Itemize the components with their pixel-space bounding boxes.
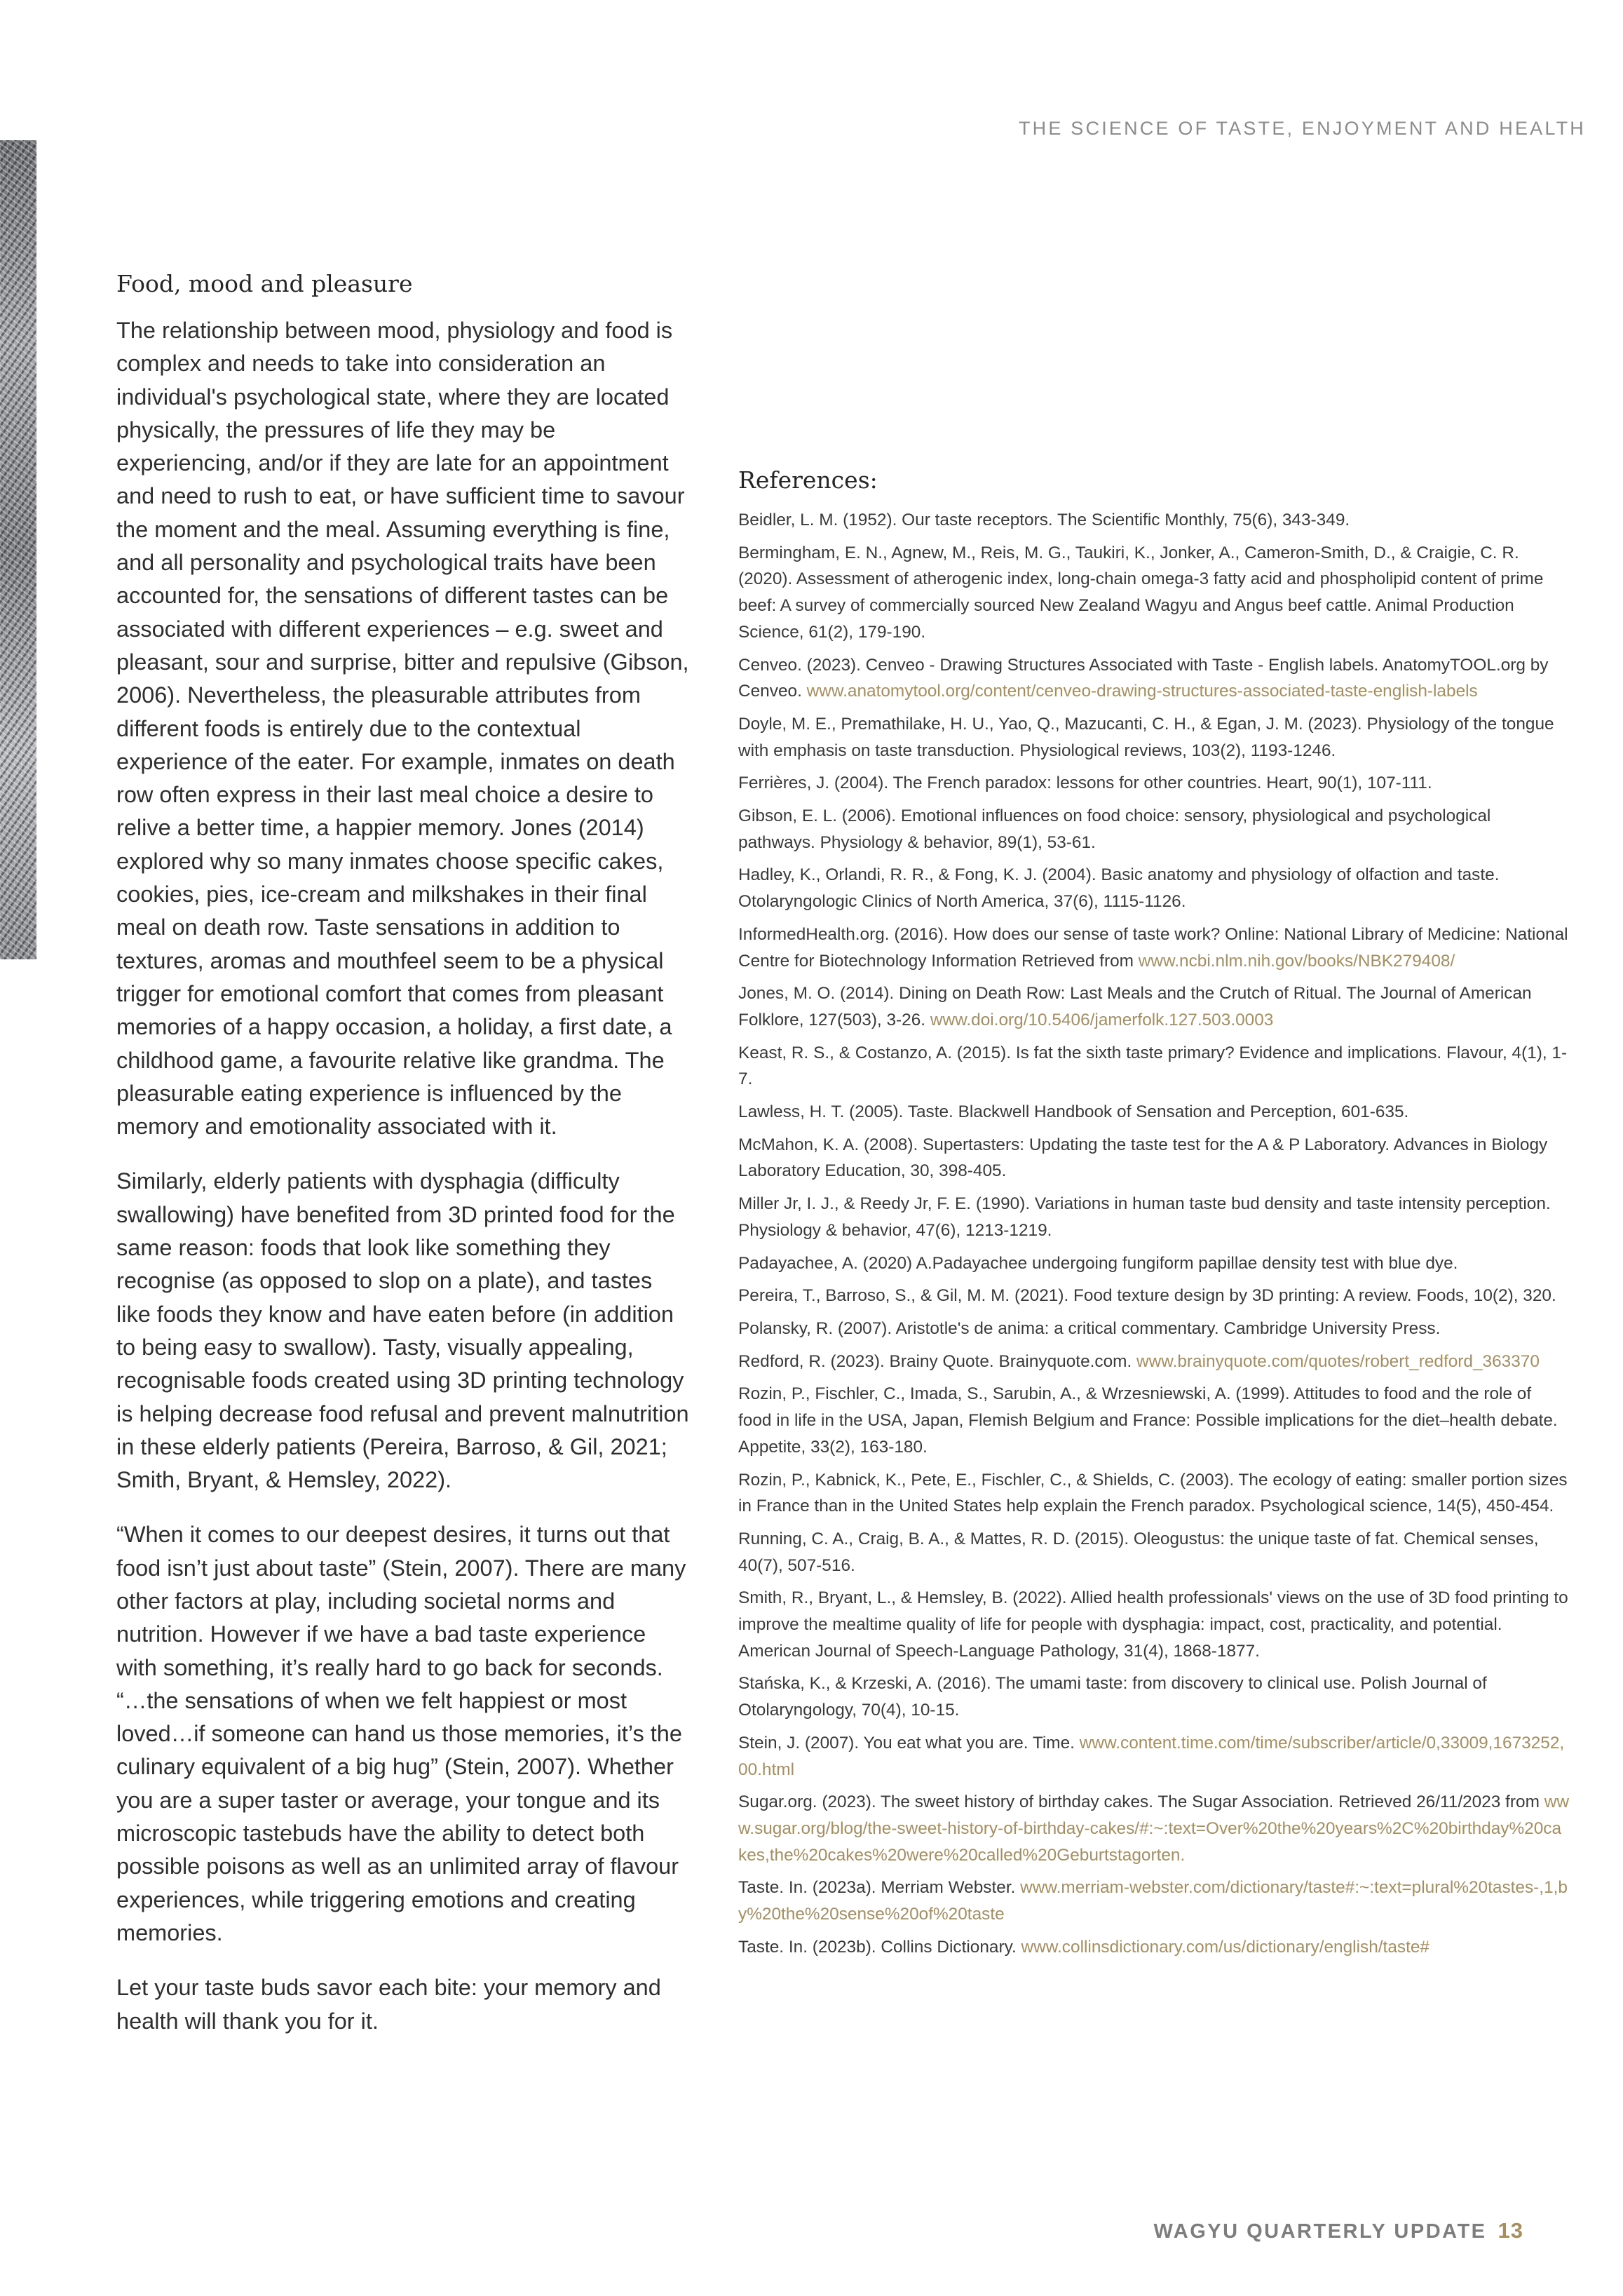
granite-texture-strip — [0, 140, 36, 959]
reference-text: McMahon, K. A. (2008). Supertasters: Updating the taste test for the A & P Laboratory. Advances in Biology Laboratory Education, 30, 398-405. — [738, 1135, 1548, 1181]
reference-item — [738, 1875, 1569, 1927]
reference-item — [738, 770, 1569, 797]
paragraph: The relationship between mood, physiology and food is complex and needs to take into consideration an individual's psychological state, where they are located physically, the pressures of life they may be experiencing, and/or if they are late for an appointment and need to rush to eat, or have sufficient time to savour the moment and the meal. Assuming everything is fine, and all personality and psychological traits have been accounted for, the sensations of different tastes can be associated with different experiences – e.g. sweet and pleasant, sour and surprise, bitter and repulsive (Gibson, 2006). Nevertheless, the pleasurable attributes from different foods is entirely due to the contextual experience of the eater. For example, inmates on death row often express in their last meal choice a desire to relive a better time, a happier memory. Jones (2014) explored why so many inmates choose specific cakes, cookies, pies, ice-cream and milkshakes in their final meal on death row. Taste sensations in addition to textures, aromas and mouthfeel seem to be a physical trigger for emotional comfort that comes from pleasant memories of a happy occasion, a holiday, a first date, a childhood game, a favourite relative like grandma. The pleasurable eating experience is influenced by the memory and emotionality associated with it. — [116, 318, 689, 1140]
reference-text: Hadley, K., Orlandi, R. R., & Fong, K. J. (2004). Basic anatomy and physiology of olfaction and taste. Otolaryngologic Clinics of North America, 37(6), 1115-1126. — [738, 865, 1500, 912]
reference-text: Cenveo. (2023). Cenveo - Drawing Structures Associated with Taste - English labels. AnatomyTOOL.org by Cenveo. — [738, 655, 1549, 701]
reference-item — [738, 1730, 1569, 1783]
reference-text: Stańska, K., & Krzeski, A. (2016). The umami taste: from discovery to clinical use. Polish Journal of Otolaryngology, 70(4), 10-15. — [738, 1674, 1487, 1720]
reference-item — [738, 1316, 1569, 1342]
reference-item — [738, 1670, 1569, 1723]
reference-item — [738, 1381, 1569, 1460]
page-number: 13 — [1498, 2218, 1523, 2243]
reference-item — [738, 652, 1569, 705]
references-title: References: — [738, 466, 878, 494]
reference-link[interactable]: www.sugar.org/blog/the-sweet-history-of-birthday-cakes/#:~:text=Over%20the%20years%2C%20birthday%20cakes,the%20cakes%20were%20called%20Geburtstagorten. — [738, 1792, 1569, 1865]
reference-item — [738, 1250, 1569, 1277]
reference-link[interactable]: www.anatomytool.org/content/cenveo-drawing-structures-associated-taste-english-labels — [806, 682, 1478, 701]
reference-link[interactable]: www.doi.org/10.5406/jamerfolk.127.503.0003 — [930, 1010, 1274, 1029]
reference-text: Doyle, M. E., Premathilake, H. U., Yao, Q., Mazucanti, C. H., & Egan, J. M. (2023). Physiology of the tongue with emphasis on taste transduction. Physiological reviews, 103(2), 1193-1246. — [738, 714, 1554, 760]
reference-text: InformedHealth.org. (2016). How does our sense of taste work? Online: National Library of Medicine: National Centre for Biotechnology Information Retrieved from — [738, 924, 1568, 971]
reference-item — [738, 980, 1569, 1033]
reference-link[interactable]: www.content.time.com/time/subscriber/article/0,33009,1673252,00.html — [738, 1733, 1565, 1779]
reference-text: Beidler, L. M. (1952). Our taste receptors. The Scientific Monthly, 75(6), 343-349. — [738, 511, 1350, 529]
reference-text: Bermingham, E. N., Agnew, M., Reis, M. G., Taukiri, K., Jonker, A., Cameron-Smith, D., & Craigie, C. R. (2020). Assessment of atherogenic index, long-chain omega-3 fatty acid and phospholipid content of prime beef: A survey of commercially sourced New Zealand Wagyu and Angus beef cattle. Animal Production Science, 61(2), 179-190. — [738, 543, 1544, 642]
reference-item — [738, 1934, 1569, 1961]
references-column — [738, 466, 1569, 1966]
reference-text: Rozin, P., Fischler, C., Imada, S., Sarubin, A., & Wrzesniewski, A. (1999). Attitudes to food and the role of food in life in the USA, Japan, Flemish Belgium and France: Possible implications for the diet–health debate. Appetite, 33(2), 163-180. — [738, 1384, 1558, 1457]
reference-item — [738, 1283, 1569, 1309]
reference-item — [738, 540, 1569, 646]
paragraph: Similarly, elderly patients with dysphagia (difficulty swallowing) have benefited from 3D printed food for the same reason: foods that look like something they recognise (as opposed to slop on a plate), and tastes like foods they know and have eaten before (in addition to being easy to swallow). Tasty, visually appealing, recognisable foods created using 3D printing technology is helping decrease food refusal and prevent malnutrition in these elderly patients (Pereira, Barroso, & Gil, 2021; Smith, Bryant, & Hemsley, 2022). — [116, 1168, 689, 1493]
reference-item — [738, 921, 1569, 974]
page-footer — [1154, 2218, 1524, 2243]
reference-item — [738, 711, 1569, 764]
reference-link[interactable]: www.brainyquote.com/quotes/robert_redford_363370 — [1136, 1351, 1540, 1371]
reference-text: Running, C. A., Craig, B. A., & Mattes, R. D. (2015). Oleogustus: the unique taste of fat. Chemical senses, 40(7), 507-516. — [738, 1529, 1539, 1575]
reference-text: Rozin, P., Kabnick, K., Pete, E., Fischler, C., & Shields, C. (2003). The ecology of eating: smaller portion sizes in France than in the United States help explain the French paradox. Psychological science, 14(5), 450-454. — [738, 1470, 1568, 1516]
reference-text: Gibson, E. L. (2006). Emotional influences on food choice: sensory, physiological and psychological pathways. Physiology & behavior, 89(1), 53-61. — [738, 806, 1491, 852]
reference-item — [738, 1040, 1569, 1093]
reference-text: Miller Jr, I. J., & Reedy Jr, F. E. (1990). Variations in human taste bud density and taste intensity perception. Physiology & behavior, 47(6), 1213-1219. — [738, 1194, 1551, 1240]
paragraph: “When it comes to our deepest desires, it turns out that food isn’t just about taste” (Stein, 2007). There are many other factors at play, including societal norms and nutrition. However if we have a bad taste experience with something, it’s really hard to go back for seconds. “…the sensations of when we felt happiest or most loved…if someone can hand us those memories, it’s the culinary equivalent of a big hug” (Stein, 2007). Whether you are a super taster or average, your tongue and its microscopic tastebuds have the ability to detect both possible poisons as well as an unlimited array of flavour experiences, while triggering emotions and creating memories. — [116, 1522, 686, 1945]
article-column — [116, 270, 691, 2060]
reference-item — [738, 1191, 1569, 1243]
running-header: THE SCIENCE OF TASTE, ENJOYMENT AND HEALTH — [1018, 118, 1586, 139]
reference-item — [738, 507, 1569, 534]
publication-name: WAGYU QUARTERLY UPDATE — [1153, 2220, 1487, 2243]
reference-item — [738, 1526, 1569, 1579]
reference-link[interactable]: www.collinsdictionary.com/us/dictionary/english/taste# — [1021, 1937, 1430, 1957]
reference-text: Lawless, H. T. (2005). Taste. Blackwell Handbook of Sensation and Perception, 601-635. — [738, 1102, 1409, 1122]
reference-item — [738, 1132, 1569, 1184]
reference-item — [738, 803, 1569, 856]
reference-text: Keast, R. S., & Costanzo, A. (2015). Is fat the sixth taste primary? Evidence and implications. Flavour, 4(1), 1-7. — [738, 1043, 1568, 1089]
reference-item — [738, 1467, 1569, 1520]
section-title: Food, mood and pleasure — [116, 270, 413, 297]
reference-link[interactable]: www.ncbi.nlm.nih.gov/books/NBK279408/ — [1138, 951, 1455, 971]
reference-list — [738, 507, 1569, 1960]
reference-text: Pereira, T., Barroso, S., & Gil, M. M. (2021). Food texture design by 3D printing: A review. Foods, 10(2), 320. — [738, 1286, 1556, 1306]
reference-link[interactable]: www.merriam-webster.com/dictionary/taste#:~:text=plural%20tastes-,1,by%20the%20sense%20of%20taste — [738, 1878, 1568, 1924]
paragraph: Let your taste buds savor each bite: your memory and health will thank you for it. — [116, 1975, 661, 2034]
reference-text: Taste. In. (2023a). Merriam Webster. — [738, 1878, 1021, 1898]
reference-text: Polansky, R. (2007). Aristotle's de anima: a critical commentary. Cambridge University Press. — [738, 1318, 1441, 1338]
reference-text: Redford, R. (2023). Brainy Quote. Brainyquote.com. — [738, 1351, 1137, 1371]
reference-text: Smith, R., Bryant, L., & Hemsley, B. (2022). Allied health professionals' views on the use of 3D food printing to improve the mealtime quality of life for people with dysphagia: impact, cost, practicality, and potential. American Journal of Speech-Language Pathology, 31(4), 1868-1877. — [738, 1588, 1568, 1661]
reference-text: Padayachee, A. (2020) A.Padayachee undergoing fungiform papillae density test with blue dye. — [738, 1253, 1458, 1273]
reference-item — [738, 1099, 1569, 1126]
reference-text: Ferrières, J. (2004). The French paradox: lessons for other countries. Heart, 90(1), 107-111. — [738, 774, 1432, 793]
reference-item — [738, 862, 1569, 914]
reference-item — [738, 1349, 1569, 1375]
reference-text: Stein, J. (2007). You eat what you are. Time. — [738, 1733, 1080, 1753]
reference-text: Jones, M. O. (2014). Dining on Death Row: Last Meals and the Crutch of Ritual. The Journal of American Folklore, 127(503), 3-26. — [738, 984, 1532, 1029]
reference-item — [738, 1585, 1569, 1664]
reference-text: Taste. In. (2023b). Collins Dictionary. — [738, 1937, 1021, 1957]
reference-text: Sugar.org. (2023). The sweet history of birthday cakes. The Sugar Association. Retrieved 26/11/2023 from — [738, 1792, 1544, 1812]
reference-item — [738, 1789, 1569, 1868]
